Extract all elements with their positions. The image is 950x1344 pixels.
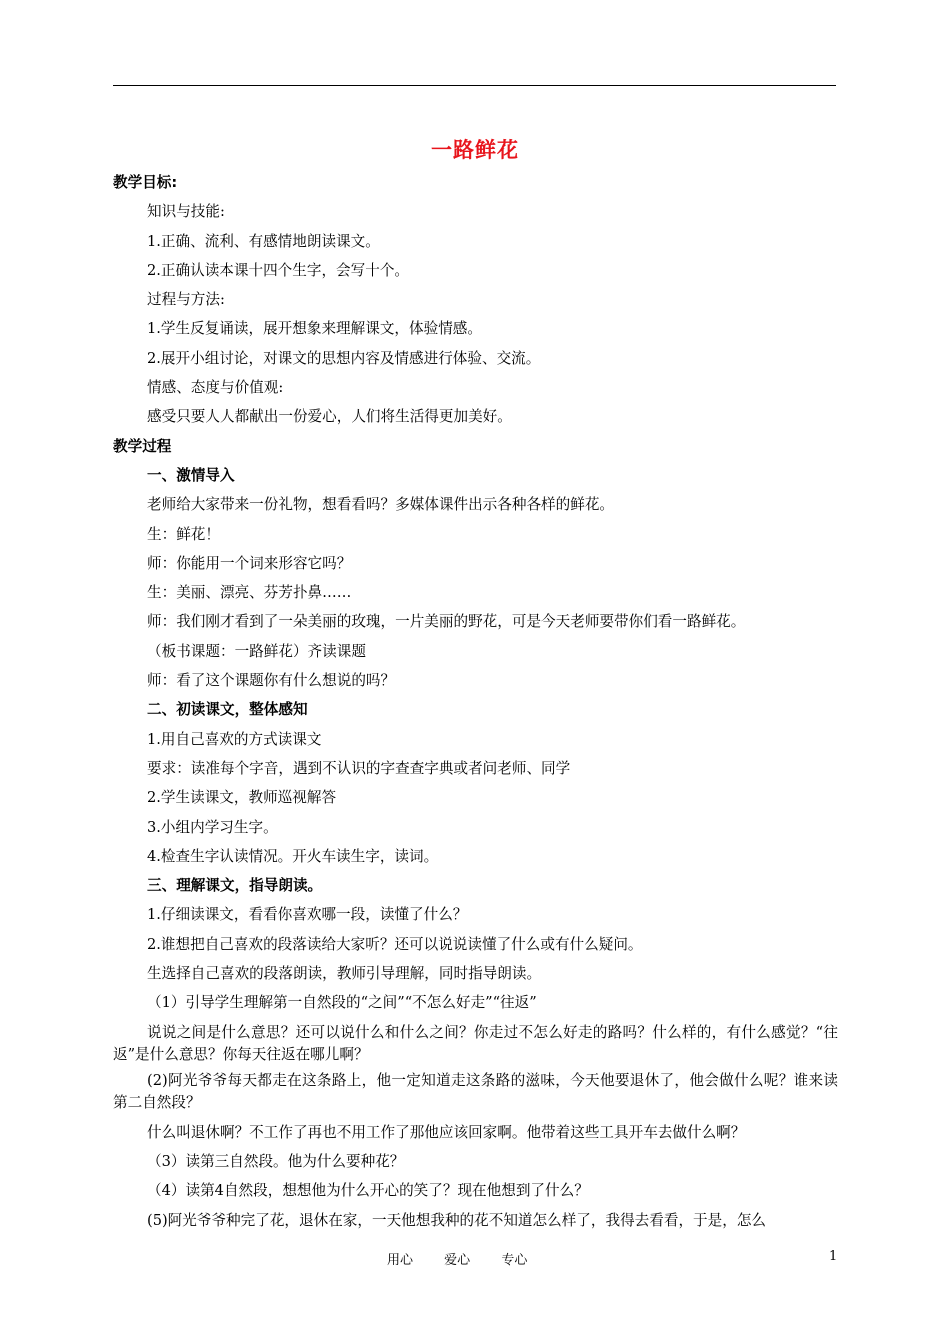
goals-heading: 教学目标:: [113, 174, 178, 191]
section-3-line: 什么叫退休啊？不工作了再也不用工作了那他应该回家啊。他带着这些工具开车去做什么啊？: [147, 1123, 746, 1141]
section-1-line: 生：鲜花！: [147, 525, 220, 543]
goal-line: 知识与技能:: [147, 203, 225, 221]
document-body: [113, 168, 838, 1235]
section-3-paragraph: (2)阿光爷爷每天都走在这条路上，他一定知道走这条路的滋味，今天他要退休了，他会做什么呢？谁来读第二自然段？: [113, 1071, 838, 1111]
footer-item: 爱心: [444, 1253, 471, 1268]
section-3-line: （4）读第4自然段，想想他为什么开心的笑了？现在他想到了什么？: [147, 1182, 589, 1200]
section-1-line: 师：我们刚才看到了一朵美丽的玫瑰，一片美丽的野花，可是今天老师要带你们看一路鲜花。: [147, 613, 746, 631]
section-2-line: 3.小组内学习生字。: [147, 818, 278, 836]
goal-line: 感受只要人人都献出一份爱心，人们将生活得更加美好。: [147, 408, 512, 426]
document-title: 一路鲜花: [431, 138, 519, 162]
section-3-line: 2.谁想把自己喜欢的段落读给大家听？还可以说说读懂了什么或有什么疑问。: [147, 935, 643, 953]
section-1-line: 师：看了这个课题你有什么想说的吗？: [147, 672, 396, 690]
goal-line: 过程与方法:: [147, 291, 225, 309]
section-3-paragraph: 说说之间是什么意思？还可以说什么和什么之间？你走过不怎么好走的路吗？什么样的，有什么感觉？“往返”是什么意思？你每天往返在哪儿啊？: [113, 1023, 838, 1063]
section-2-line: 4.检查生字认读情况。开火车读生字，读词。: [147, 847, 439, 865]
section-3-line: (5)阿光爷爷种完了花，退休在家，一天他想我种的花不知道怎么样了，我得去看看，于是，怎么: [147, 1211, 767, 1229]
footer-item: 专心: [501, 1253, 528, 1268]
goal-line: 2.正确认读本课十四个生字，会写十个。: [147, 261, 410, 279]
section-1-line: （板书课题：一路鲜花）齐读课题: [147, 642, 366, 660]
section-3-line: （1）引导学生理解第一自然段的“之间”“不怎么好走”“往返”: [147, 994, 537, 1012]
goal-line: 1.学生反复诵读，展开想象来理解课文，体验情感。: [147, 320, 482, 338]
section-2-line: 要求：读准每个字音，遇到不认识的字查查字典或者问老师、同学: [147, 759, 571, 777]
goal-line: 1.正确、流利、有感情地朗读课文。: [147, 232, 380, 250]
section-3-heading: 三、理解课文，指导朗读。: [147, 877, 323, 895]
goal-line: 情感、态度与价值观:: [147, 379, 284, 397]
section-3-line: 生选择自己喜欢的段落朗读，教师引导理解，同时指导朗读。: [147, 965, 542, 983]
section-3-line: （3）读第三自然段。他为什么要种花？: [147, 1152, 405, 1170]
section-1-line: 老师给大家带来一份礼物，想看看吗？多媒体课件出示各种各样的鲜花。: [147, 496, 615, 514]
footer-motto: [387, 1249, 554, 1268]
goal-line: 2.展开小组讨论，对课文的思想内容及情感进行体验、交流。: [147, 349, 541, 367]
section-2-heading: 二、初读课文，整体感知: [147, 701, 308, 719]
section-1-line: 师：你能用一个词来形容它吗？: [147, 554, 352, 572]
page-number: 1: [829, 1249, 838, 1264]
section-1-line: 生：美丽、漂亮、芬芳扑鼻……: [147, 584, 352, 602]
section-2-line: 2.学生读课文，教师巡视解答: [147, 789, 337, 807]
footer-item: 用心: [387, 1253, 414, 1268]
process-heading: 教学过程: [113, 437, 172, 455]
header-rule: [113, 85, 836, 86]
section-3-line: 1.仔细读课文，看看你喜欢哪一段，读懂了什么？: [147, 906, 468, 924]
section-1-heading: 一、激情导入: [147, 466, 235, 484]
section-2-line: 1.用自己喜欢的方式读课文: [147, 730, 322, 748]
